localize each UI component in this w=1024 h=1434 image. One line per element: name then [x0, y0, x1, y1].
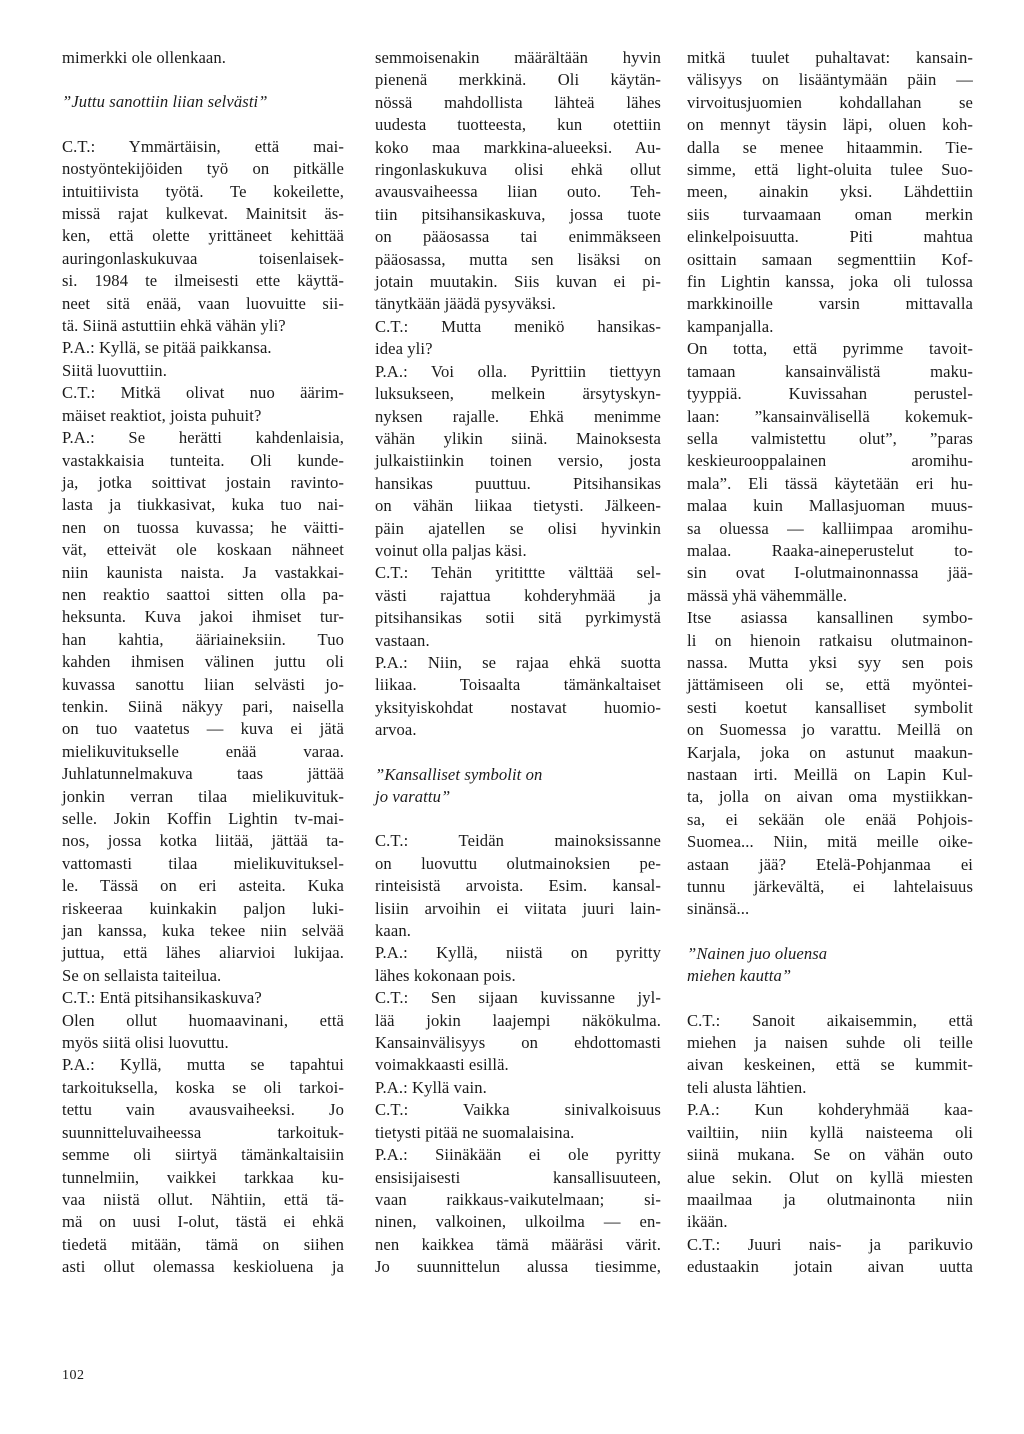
- text-line: sesti koetut kansalliset symbolit: [687, 697, 973, 717]
- text-line: suunnitteluvaiheessa tarkoituk-: [62, 1122, 344, 1142]
- text-line: edustaakin jotain aivan uutta: [687, 1257, 973, 1277]
- text-line: tunnu järkevältä, ei lahtelaisuus: [687, 877, 973, 897]
- text-line: auringonlaskukuvaa toisenlaisek-: [62, 248, 344, 268]
- text-line: sella valmistettu olut”, ”paras: [687, 428, 973, 448]
- text-line: tietysti pitää ne suomalaisina.: [375, 1122, 575, 1142]
- text-line: luksukseen, melkein ärsytyskyn-: [375, 384, 661, 404]
- text-line: pienenä merkkinä. Oli käytän-: [375, 70, 661, 90]
- text-line: laan: ”kansainvälisellä kokemuk-: [687, 406, 973, 426]
- text-line: missä rajat kulkevat. Mainitsit äs-: [62, 204, 344, 224]
- text-line: vät, etteivät ole koskaan nähneet: [62, 540, 344, 560]
- text-line: yksityiskohdat nostavat huomio-: [375, 697, 661, 717]
- text-line: C.T.: Tehän yritittte välttää sel-: [375, 563, 661, 583]
- text-line: liikaa. Toisaalta tämänkaltaiset: [375, 675, 661, 695]
- section-heading-line: ”Nainen juo oluensa: [687, 943, 828, 963]
- text-line: C.T.: Sanoit aikaisemmin, että: [687, 1010, 973, 1030]
- text-line: tarkoituksella, koska se oli tarkoi-: [62, 1077, 344, 1097]
- text-line: heksunta. Kuva jakoi ihmiset tur-: [62, 607, 344, 627]
- text-line: mä on uusi I-olut, tästä ei ehkä: [62, 1212, 344, 1232]
- text-line: on pääosassa tai enimmäkseen: [375, 227, 661, 247]
- text-line: on Suomessa jo varattu. Meillä on: [687, 720, 973, 740]
- text-line: intuitiivista työtä. Te kokeilette,: [62, 181, 344, 201]
- text-line: koko maa markkina-alueeksi. Au-: [375, 137, 661, 157]
- page-number: 102: [62, 1368, 85, 1383]
- text-line: tamaan kansainvälistä maku-: [687, 361, 973, 381]
- text-line: kahden ihmisen välinen juttu oli: [62, 652, 344, 672]
- text-line: nos, jossa kotka liitää, jättää ta-: [62, 831, 344, 851]
- text-line: P.A.: Siinäkään ei ole pyritty: [375, 1145, 661, 1165]
- text-line: nostyöntekijöiden työ on pitkälle: [62, 159, 344, 179]
- text-line: C.T.: Juuri nais- ja parikuvio: [687, 1234, 973, 1254]
- text-line: sin ovat I-olutmainonnassa jää-: [687, 563, 973, 583]
- paragraph-gap: [687, 988, 973, 1010]
- text-line: kuvassa sanottu liian selvästi jo-: [62, 674, 344, 694]
- text-line: malaa kuin Mallasjuoman muus-: [687, 496, 973, 516]
- text-line: mässä yhä vähemmälle.: [687, 585, 848, 605]
- text-line: riskeeraa kuinkakin paljon luki-: [62, 898, 344, 918]
- text-line: hansikas puuttuu. Pitsihansikas: [375, 473, 661, 493]
- text-line: P.A.: Kyllä vain.: [375, 1077, 487, 1097]
- text-line: markkinoille varsin mittavalla: [687, 294, 973, 314]
- text-line: siinä mukana. Se on vähän outo: [687, 1145, 973, 1165]
- text-line: sa oluessa — kalliimpaa aromihu-: [687, 518, 973, 538]
- text-line: siis turvaamaan oman merkin: [687, 204, 973, 224]
- text-line: nastaan irti. Meillä on Lapin Kul-: [687, 765, 973, 784]
- text-line: C.T.: Sen sijaan kuvissanne jyl-: [375, 988, 661, 1008]
- text-line: vailtiin, niin kyllä naisteema oli: [687, 1122, 973, 1142]
- text-line: li on hienoin ratkaisu olutmainon-: [687, 630, 973, 650]
- text-line: Jo suunnittelun alussa tiesimme,: [375, 1257, 661, 1277]
- text-line: niin kaunista naista. Ja vastakkai-: [62, 562, 344, 582]
- text-line: han kahtia, ääriaineksiin. Tuo: [62, 629, 344, 649]
- text-line: ringonlaskukuva olisi ehkä ollut: [375, 160, 661, 180]
- text-line: maailmaa ja olutmainonta niin: [687, 1189, 973, 1209]
- section-heading-line: miehen kautta”: [687, 966, 792, 986]
- text-line: mala”. Eli tässä käytetään eri hu-: [687, 473, 973, 493]
- text-line: tyyppiä. Kuvissahan perustel-: [687, 384, 973, 404]
- text-line: elinkelpoisuutta. Piti mahtua: [687, 227, 973, 247]
- section-heading-line: ”Kansalliset symbolit on: [375, 764, 543, 784]
- text-line: lää jokin laajempi näkökulma.: [375, 1010, 661, 1030]
- text-line: tiin pitsihansikaskuva, jossa tuote: [375, 204, 661, 224]
- text-line: osittain samaan segmenttiin Kof-: [687, 249, 973, 269]
- text-line: asti ollut olemassa keskioluena ja: [62, 1257, 344, 1277]
- text-line: pääosassa, mutta sen lisäksi on: [375, 249, 661, 269]
- text-line: astaan jää? Etelä-Pohjanmaa ei: [687, 854, 973, 874]
- text-line: jotain muutakin. Siis kuvan ei pi-: [375, 272, 661, 292]
- text-line: on mennyt täysin läpi, oluen koh-: [687, 115, 973, 135]
- text-line: meen, ainakin yksi. Lähdettiin: [687, 182, 973, 202]
- text-line: P.A.: Kyllä, niistä on pyritty: [375, 943, 661, 963]
- text-line: avausvaiheessa liian outo. Teh-: [375, 182, 661, 202]
- text-line: kaan.: [375, 921, 411, 941]
- text-line: Siitä luovuttiin.: [62, 360, 167, 380]
- text-line: vastakkaisia tunteita. Oli kunde-: [62, 450, 344, 470]
- text-line: aivan keskeinen, että se kummit-: [687, 1055, 973, 1075]
- text-line: idea yli?: [375, 339, 433, 359]
- text-line: On totta, että pyrimme tavoit-: [687, 339, 973, 359]
- text-column-3: [687, 47, 973, 1279]
- text-line: teli alusta lähtien.: [687, 1077, 807, 1097]
- text-line: voimakkaasti esillä.: [375, 1055, 509, 1075]
- text-line: on tuo vaatetus — kuva ei jätä: [62, 719, 344, 739]
- text-line: tettu vain avausvaiheeksi. Jo: [62, 1100, 344, 1120]
- text-line: C.T.: Ymmärtäisin, että mai-: [62, 136, 344, 156]
- text-line: julkaistiinkin toinen versio, josta: [375, 451, 661, 471]
- text-line: P.A.: Kyllä, se pitää paikkansa.: [62, 338, 272, 358]
- text-line: neet sitä enää, vaan luovuitte sii-: [62, 293, 344, 313]
- text-line: nassa. Mutta yksi syy sen pois: [687, 652, 973, 672]
- text-line: fin Lightin kanssa, joka oli tulossa: [687, 272, 973, 292]
- text-line: myös siitä olisi luovuttu.: [62, 1033, 229, 1053]
- text-line: semmoisenakin määrältään hyvin: [375, 48, 661, 67]
- text-line: virvoitusjuomien kohdallahan se: [687, 92, 973, 112]
- paragraph-gap: [62, 69, 344, 91]
- paragraph-gap: [687, 921, 973, 943]
- text-line: tiedetä mitään, tämä on siihen: [62, 1234, 344, 1254]
- text-line: Olen ollut huomaavinani, että: [62, 1010, 344, 1030]
- text-line: lasta ja tiukkasivat, kuka tuo nai-: [62, 495, 344, 515]
- text-line: tänytkään jäädä pysyväksi.: [375, 294, 556, 314]
- text-line: nen reaktio saattoi sitten olla pa-: [62, 584, 344, 604]
- text-line: västi rajattua kohderyhmää ja: [375, 585, 661, 605]
- paragraph-gap: [375, 742, 661, 764]
- text-line: ja, jotka soittivat jostain ravinto-: [62, 472, 344, 492]
- text-line: juttua, että lähes aliarvioi lukijaa.: [62, 943, 344, 963]
- text-line: mimerkki ole ollenkaan.: [62, 48, 227, 67]
- text-line: ensisijaisesti kansallisuuteen,: [375, 1167, 661, 1187]
- text-line: vähän ylikin siinä. Mainoksesta: [375, 428, 661, 448]
- text-line: Itse asiassa kansallinen symbo-: [687, 608, 973, 628]
- text-line: C.T.: Mitkä olivat nuo äärim-: [62, 383, 344, 403]
- text-line: alue sekin. Olut on kyllä miesten: [687, 1167, 973, 1187]
- text-line: Kansainvälisyys on ehdottomasti: [375, 1033, 661, 1053]
- text-line: tä. Siinä astuttiin ehkä vähän yli?: [62, 316, 286, 336]
- text-line: välisyys on lisääntymään päin —: [687, 70, 973, 90]
- text-column-1: [62, 47, 344, 1279]
- text-line: P.A.: Niin, se rajaa ehkä suotta: [375, 652, 661, 672]
- text-line: P.A.: Se herätti kahdenlaisia,: [62, 428, 344, 448]
- text-line: Karjala, joka on astunut maakun-: [687, 742, 973, 762]
- text-line: pitsihansikas sotii sitä pyrkimystä: [375, 608, 661, 628]
- text-line: nössä mahdollista lähteä lähes: [375, 92, 661, 112]
- text-line: sa, ei sekään ole enää Pohjois-: [687, 809, 973, 829]
- text-column-2: [375, 47, 661, 1279]
- text-line: dalla se menee hitaammin. Tie-: [687, 137, 973, 157]
- text-line: on luovuttu olutmainoksien pe-: [375, 853, 661, 873]
- text-line: ikään.: [687, 1212, 728, 1232]
- text-line: voinut olla paljas käsi.: [375, 540, 527, 560]
- text-line: nen on tuossa kuvassa; he väitti-: [62, 517, 344, 537]
- text-line: mitkä tuulet puhaltavat: kansain-: [687, 48, 973, 67]
- text-line: Juhlatunnelmakuva taas jättää: [62, 764, 344, 784]
- text-line: selle. Jokin Koffin Lightin tv-mai-: [62, 809, 344, 828]
- text-line: P.A.: Kun kohderyhmää kaa-: [687, 1100, 973, 1120]
- text-line: ta, jolla on aivan oma mystiikkan-: [687, 787, 973, 807]
- text-line: simme, että light-oluita tulee Suo-: [687, 160, 973, 180]
- text-line: semme oli siirtyä tämänkaltaisiin: [62, 1145, 344, 1165]
- text-line: C.T.: Entä pitsihansikaskuva?: [62, 988, 262, 1008]
- text-line: miehen ja naisen suhde oli teille: [687, 1033, 973, 1053]
- text-line: tenkin. Siinä näkyy pari, naisella: [62, 696, 344, 716]
- text-line: sinänsä...: [687, 899, 750, 919]
- text-line: vattomasti tilaa mielikuvituksel-: [62, 853, 344, 873]
- text-line: Se on sellaista taiteilua.: [62, 965, 222, 985]
- text-line: kampanjalla.: [687, 316, 774, 336]
- text-line: C.T.: Mutta menikö hansikas-: [375, 316, 661, 336]
- text-line: mäiset reaktiot, joista puhuit?: [62, 405, 262, 425]
- text-line: arvoa.: [375, 720, 417, 740]
- text-line: P.A.: Kyllä, mutta se tapahtui: [62, 1055, 344, 1075]
- text-line: vaa niistä ollut. Nähtiin, että tä-: [62, 1189, 344, 1209]
- text-line: Suomea... Niin, mitä meille oike-: [687, 832, 973, 852]
- text-line: rinteisistä arvoista. Esim. kansal-: [375, 876, 661, 896]
- text-line: jonkin verran tilaa mielikuvituk-: [62, 786, 344, 806]
- text-line: si. 1984 te ilmeisesti ette käyttä-: [62, 271, 344, 291]
- text-line: lisiin arvoihin ei viitata juuri lain-: [375, 898, 661, 918]
- paragraph-gap: [375, 808, 661, 830]
- text-line: uudesta tuotteesta, kun otettiin: [375, 115, 661, 135]
- text-line: on vähän liikaa tietysti. Jälkeen-: [375, 496, 661, 516]
- text-line: ken, että olette yrittäneet kehittää: [62, 226, 344, 246]
- text-line: P.A.: Voi olla. Pyrittiin tiettyyn: [375, 361, 661, 381]
- text-line: mielikuvitukselle enää varaa.: [62, 741, 344, 761]
- section-heading-line: ”Juttu sanottiin liian selvästi”: [62, 92, 268, 112]
- text-line: keskieurooppalainen aromihu-: [687, 451, 973, 471]
- text-line: vaan raikkaus-vaikutelmaan; si-: [375, 1189, 661, 1209]
- text-line: lähes kokonaan pois.: [375, 965, 516, 985]
- text-line: jättämiseen oli se, että myöntei-: [687, 675, 973, 695]
- text-line: C.T.: Vaikka sinivalkoisuus: [375, 1100, 661, 1120]
- text-line: malaa. Raaka-aineperustelut to-: [687, 540, 973, 560]
- text-line: ninen, valkoinen, ulkoilma — en-: [375, 1212, 661, 1232]
- text-line: C.T.: Teidän mainoksissanne: [375, 831, 661, 851]
- text-line: tunnelmiin, vaikkei tarkkaa ku-: [62, 1167, 344, 1187]
- text-line: nyksen rajalle. Ehkä menimme: [375, 406, 661, 426]
- text-line: jan kanssa, kuka tekee niin selvää: [62, 921, 344, 941]
- text-line: le. Tässä on eri asteita. Kuka: [62, 876, 344, 896]
- section-heading-line: jo varattu”: [375, 787, 451, 806]
- paragraph-gap: [62, 114, 344, 136]
- text-line: nen kaikkea tämä määräsi värit.: [375, 1234, 661, 1254]
- text-line: päin ajatellen se olisi hyvinkin: [375, 518, 661, 538]
- text-line: vastaan.: [375, 630, 430, 650]
